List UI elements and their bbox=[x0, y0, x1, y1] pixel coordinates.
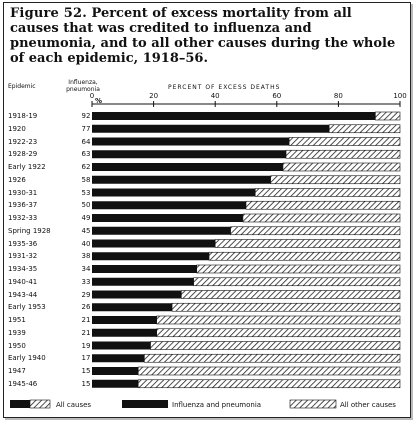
influenza-percent-value: 17 bbox=[81, 354, 91, 363]
bar-influenza-pneumonia bbox=[92, 252, 209, 260]
influenza-percent-value: 50 bbox=[81, 201, 91, 210]
legend-swatch-all-causes-solid bbox=[10, 400, 30, 408]
bar-influenza-pneumonia bbox=[92, 150, 286, 158]
influenza-percent-value: 40 bbox=[81, 239, 91, 248]
x-tick-label: 100 bbox=[393, 92, 407, 100]
epidemic-label: 1936-37 bbox=[8, 201, 38, 210]
epidemic-label: 1947 bbox=[8, 367, 26, 375]
bar-influenza-pneumonia bbox=[92, 163, 283, 171]
bar-other-causes bbox=[197, 265, 400, 273]
influenza-percent-value: 49 bbox=[81, 214, 91, 222]
x-tick-label: 80 bbox=[333, 92, 343, 100]
epidemic-label: 1950 bbox=[8, 341, 26, 350]
bar-influenza-pneumonia bbox=[92, 316, 157, 324]
epidemic-label: 1943-44 bbox=[8, 290, 38, 299]
bar-influenza-pneumonia bbox=[92, 278, 194, 286]
bar-influenza-pneumonia bbox=[92, 291, 181, 299]
epidemic-label: 1926 bbox=[8, 175, 26, 184]
bar-influenza-pneumonia bbox=[92, 303, 172, 311]
bar-influenza-pneumonia bbox=[92, 125, 329, 133]
legend-swatch-other-causes bbox=[290, 400, 336, 408]
epidemic-label: 1918-19 bbox=[8, 112, 38, 120]
influenza-percent-value: 92 bbox=[81, 112, 91, 120]
epidemic-label: Early 1922 bbox=[8, 163, 46, 171]
influenza-percent-value: 77 bbox=[81, 124, 91, 133]
bar-influenza-pneumonia bbox=[92, 367, 138, 375]
epidemic-label: 1928-29 bbox=[8, 150, 38, 159]
influenza-percent-value: 38 bbox=[81, 252, 91, 261]
bar-influenza-pneumonia bbox=[92, 329, 157, 337]
influenza-percent-value: 33 bbox=[81, 277, 91, 286]
bar-influenza-pneumonia bbox=[92, 240, 215, 248]
epidemic-label: 1935-36 bbox=[8, 239, 38, 248]
epidemic-label: Spring 1928 bbox=[8, 226, 51, 235]
legend-label: Influenza and pneumonia bbox=[172, 401, 262, 409]
epidemic-label: 1945-46 bbox=[8, 379, 38, 388]
bar-other-causes bbox=[181, 291, 400, 299]
x-tick-label: 20 bbox=[149, 92, 159, 100]
x-tick-label: 0 bbox=[89, 92, 95, 100]
bar-other-causes bbox=[172, 303, 400, 311]
influenza-percent-value: 53 bbox=[81, 188, 91, 197]
influenza-percent-value: 15 bbox=[81, 379, 91, 388]
bar-other-causes bbox=[138, 380, 400, 388]
bar-other-causes bbox=[271, 176, 400, 184]
bar-other-causes bbox=[246, 201, 400, 209]
bar-influenza-pneumonia bbox=[92, 342, 151, 350]
epidemic-label: 1920 bbox=[8, 124, 26, 133]
influenza-percent-value: 21 bbox=[81, 316, 91, 324]
legend-label: All other causes bbox=[340, 401, 396, 409]
influenza-percent-value: 15 bbox=[81, 367, 91, 375]
bar-influenza-pneumonia bbox=[92, 214, 243, 222]
epidemic-header: Epidemic bbox=[8, 83, 36, 90]
bar-other-causes bbox=[286, 150, 400, 158]
bar-other-causes bbox=[375, 112, 400, 120]
epidemic-label: 1939 bbox=[8, 328, 26, 337]
figure-caption: Percent of excess mortality from all causes that was credited to influenza and pneumonia, and to all other causes during the whole of each epidemic, 1918–56. bbox=[10, 6, 396, 66]
epidemic-label: 1930-31 bbox=[8, 188, 38, 197]
influenza-percent-value: 19 bbox=[81, 341, 91, 350]
bar-other-causes bbox=[289, 138, 400, 146]
epidemic-label: 1934-35 bbox=[8, 265, 38, 273]
x-axis-title: PERCENT OF EXCESS DEATHS bbox=[168, 84, 281, 91]
bar-other-causes bbox=[283, 163, 400, 171]
bar-influenza-pneumonia bbox=[92, 176, 271, 184]
bar-other-causes bbox=[157, 316, 400, 324]
epidemic-label: 1922-23 bbox=[8, 137, 38, 146]
bar-other-causes bbox=[231, 227, 400, 235]
influenza-percent-value: 58 bbox=[81, 175, 91, 184]
influenza-percent-value: 64 bbox=[81, 137, 91, 146]
bar-other-causes bbox=[215, 240, 400, 248]
epidemic-label: Early 1953 bbox=[8, 303, 46, 312]
epidemic-label: 1931-32 bbox=[8, 252, 38, 261]
figure-label: Figure 52. bbox=[10, 6, 87, 21]
x-tick-label: 60 bbox=[272, 92, 282, 100]
epidemic-label: Early 1940 bbox=[8, 354, 46, 363]
bar-other-causes bbox=[194, 278, 400, 286]
bar-other-causes bbox=[243, 214, 400, 222]
influenza-percent-value: 63 bbox=[81, 150, 91, 159]
bar-other-causes bbox=[329, 125, 400, 133]
influenza-percent-value: 62 bbox=[81, 163, 91, 171]
legend-swatch-influenza bbox=[122, 400, 168, 408]
influenza-percent-value: 45 bbox=[81, 226, 91, 235]
bar-influenza-pneumonia bbox=[92, 227, 231, 235]
bar-influenza-pneumonia bbox=[92, 201, 246, 209]
bar-other-causes bbox=[138, 367, 400, 375]
bar-influenza-pneumonia bbox=[92, 189, 255, 197]
influenza-percent-value: 26 bbox=[81, 303, 91, 312]
influenza-percent-value: 34 bbox=[81, 265, 91, 273]
legend-label: All causes bbox=[56, 401, 92, 409]
influenza-percent-value: 21 bbox=[81, 328, 91, 337]
bar-influenza-pneumonia bbox=[92, 380, 138, 388]
influenza-header: Influenza, pneumonia bbox=[66, 79, 100, 93]
bar-other-causes bbox=[144, 354, 400, 362]
bar-influenza-pneumonia bbox=[92, 265, 197, 273]
influenza-percent-value: 29 bbox=[81, 290, 91, 299]
bar-other-causes bbox=[209, 252, 400, 260]
bar-influenza-pneumonia bbox=[92, 354, 144, 362]
bar-influenza-pneumonia bbox=[92, 138, 289, 146]
epidemic-label: 1940-41 bbox=[8, 277, 38, 286]
bar-other-causes bbox=[157, 329, 400, 337]
epidemic-label: 1932-33 bbox=[8, 214, 38, 222]
bar-other-causes bbox=[151, 342, 400, 350]
bar-other-causes bbox=[255, 189, 400, 197]
bar-influenza-pneumonia bbox=[92, 112, 375, 120]
legend-swatch-all-causes-hatched bbox=[30, 400, 50, 408]
percent-symbol: % bbox=[95, 97, 103, 105]
x-tick-label: 40 bbox=[210, 92, 220, 100]
epidemic-label: 1951 bbox=[8, 316, 26, 324]
